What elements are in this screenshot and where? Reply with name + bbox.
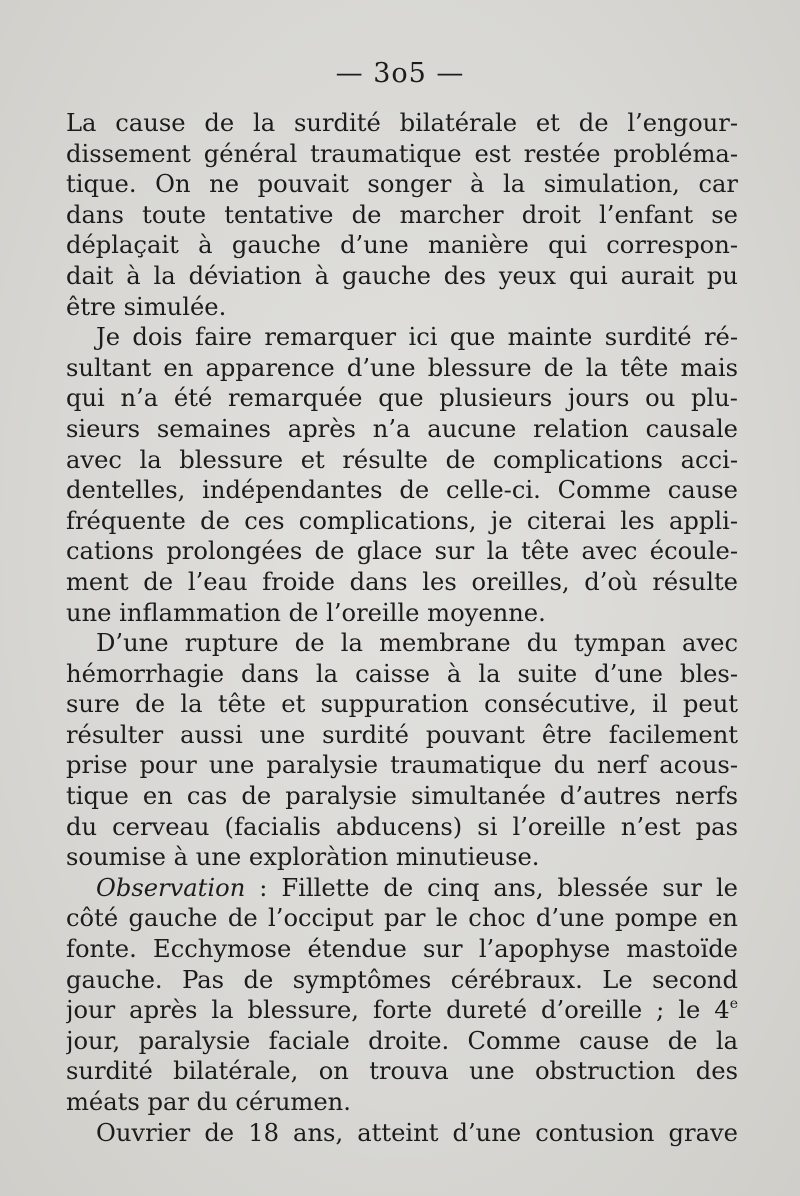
text-line: ment de l’eau froide dans les oreilles, d’où résulte — [66, 567, 738, 596]
text-line: Je dois faire remarquer ici que mainte surdité ré- — [96, 323, 738, 352]
observation-label: Observation — [96, 873, 246, 902]
text-line: Ouvrier de 18 ans, atteint d’une contusion grave — [96, 1118, 738, 1147]
text-line: prise pour une paralysie traumatique du nerf acous- — [66, 751, 738, 780]
text-line: dentelles, indépendantes de celle-ci. Comme cause — [66, 476, 738, 505]
superscript: e — [729, 996, 738, 1013]
text-line: hémorrhagie dans la caisse à la suite d’une bles- — [66, 659, 738, 688]
text-line: résulter aussi une surdité pouvant être facilement — [66, 720, 738, 749]
text-line — [66, 995, 738, 1026]
text-line — [66, 873, 738, 904]
text-line: sieurs semaines après n’a aucune relation causale — [66, 414, 738, 443]
text-line: avec la blessure et résulte de complications acci- — [66, 445, 738, 474]
text-line: tique en cas de paralysie simultanée d’autres nerfs — [66, 782, 738, 811]
text-fragment: : Fillette de cinq ans, blessée sur le — [245, 873, 738, 902]
text-line: sure de la tête et suppuration consécutive, il peut — [66, 690, 738, 719]
body-text — [66, 108, 738, 1148]
text-line: cations prolongées de glace sur la tête avec écoule- — [66, 537, 738, 566]
text-line: D’une rupture de la membrane du tympan avec — [96, 629, 738, 658]
text-line: soumise à une exploràtion minutieuse. — [66, 843, 540, 872]
text-line: méats par du cérumen. — [66, 1088, 351, 1116]
text-line: côté gauche de l’occiput par le choc d’une pompe en — [66, 904, 738, 933]
paragraphs — [66, 108, 738, 873]
text-line: fonte. Ecchymose étendue sur l’apophyse mastoïde — [66, 935, 738, 964]
page-number: — 3o5 — — [335, 58, 465, 89]
text-line: une inflammation de l’oreille moyenne. — [66, 598, 546, 627]
text-line: tique. On ne pouvait songer à la simulation, car — [66, 170, 738, 199]
text-line: du cerveau (facialis abducens) si l’oreille n’est pas — [66, 812, 738, 841]
text-line: dissement général traumatique est restée probléma- — [66, 139, 738, 168]
text-line: sultant en apparence d’une blessure de la tête mais — [66, 353, 738, 382]
text-line: qui n’a été remarquée que plusieurs jours ou plu- — [66, 384, 738, 413]
text-line: être simulée. — [66, 292, 227, 321]
text-line: dans toute tentative de marcher droit l’enfant se — [66, 200, 738, 229]
text-line: jour, paralysie faciale droite. Comme cause de la — [66, 1026, 738, 1055]
text-line: surdité bilatérale, on trouva une obstruction des — [66, 1057, 738, 1086]
text-line: gauche. Pas de symptômes cérébraux. Le second — [66, 965, 738, 994]
text-line: La cause de la surdité bilatérale et de l’engour- — [66, 109, 738, 137]
text-line: fréquente de ces complications, je citerai les appli- — [66, 506, 738, 535]
text-fragment: jour après la blessure, forte dureté d’oreille ; le 4 — [66, 996, 730, 1025]
text-line: dait à la déviation à gauche des yeux qui aurait pu — [66, 261, 738, 290]
text-line: déplaçait à gauche d’une manière qui correspon- — [66, 231, 738, 260]
